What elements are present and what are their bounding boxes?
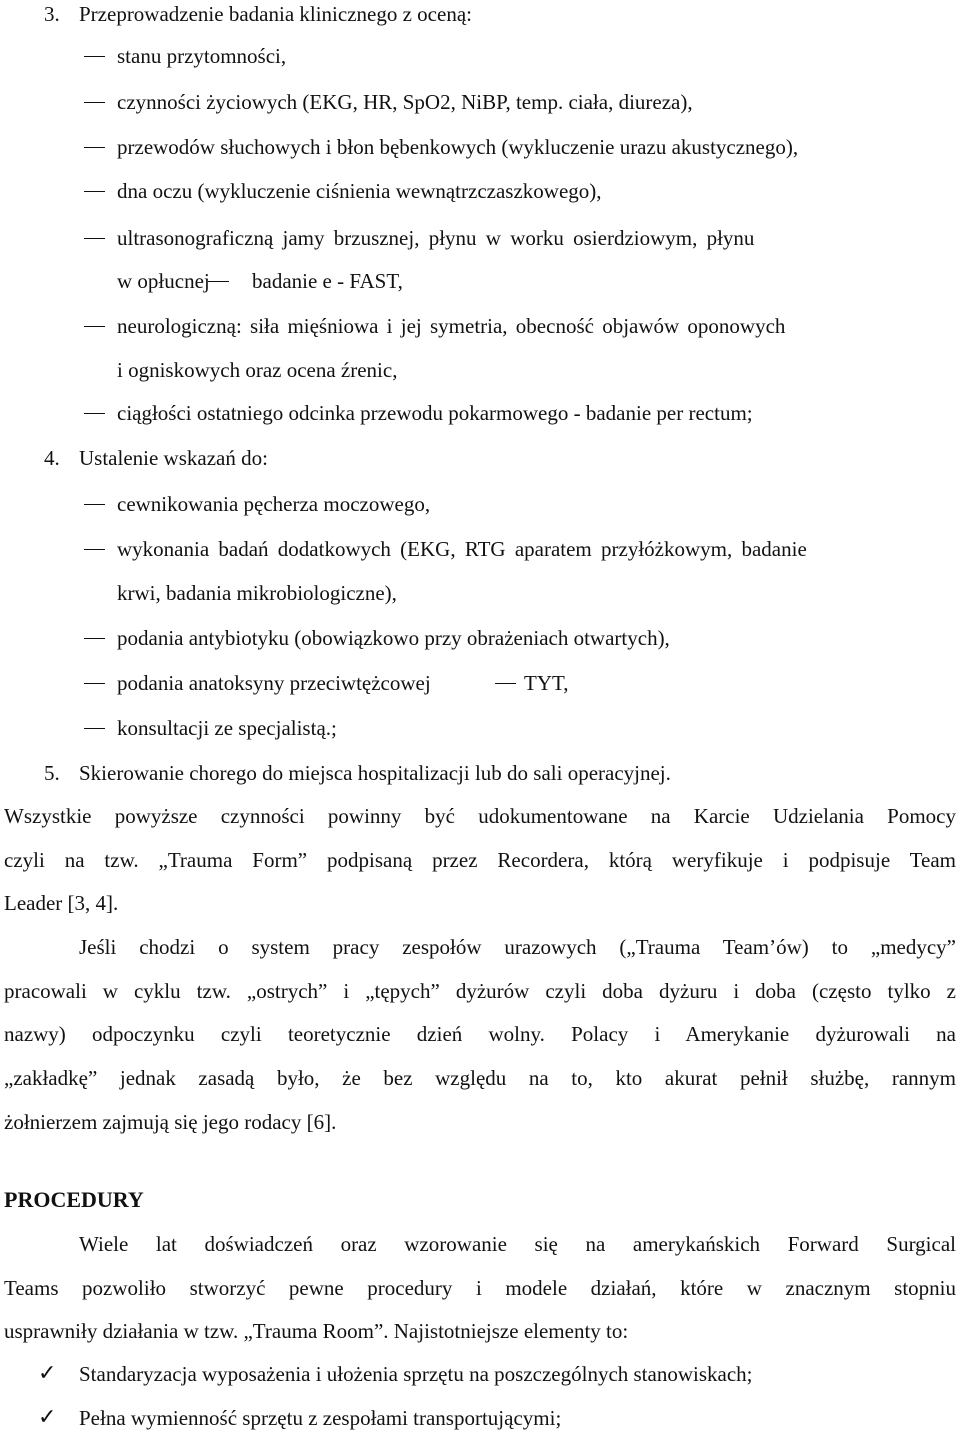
section-3-number: 3. xyxy=(44,2,60,26)
paragraph-line: „zakładkę” jednak zasadą było, że bez względu na to, kto akurat pełnił służbę, rannym xyxy=(4,1066,956,1090)
section-heading: PROCEDURY xyxy=(4,1187,144,1212)
dash-bullet xyxy=(84,504,105,505)
dash-bullet xyxy=(84,549,105,550)
paragraph-line: pracowali w cyklu tzw. „ostrych” i „tępych” dyżurów czyli doba dyżuru i doba (często tylko z xyxy=(4,979,956,1003)
list-item-text: przewodów słuchowych i błon bębenkowych (wykluczenie urazu akustycznego), xyxy=(117,135,799,159)
dash-bullet xyxy=(84,728,105,729)
dash-bullet xyxy=(84,413,105,414)
list-item-text: podania antybiotyku (obowiązkowo przy obrażeniach otwartych), xyxy=(117,626,670,650)
list-item-text: czynności życiowych (EKG, HR, SpO2, NiBP, temp. ciała, diureza), xyxy=(117,90,693,114)
dash-bullet xyxy=(84,638,105,639)
dash-separator xyxy=(208,281,229,282)
dash-bullet xyxy=(84,683,105,684)
checkmark-icon: ✓ xyxy=(38,1405,57,1430)
list-item-text: w opłucnej xyxy=(117,269,210,293)
list-item-text: neurologiczną: siła mięśniowa i jej symetria, obecność objawów oponowych xyxy=(117,314,786,338)
paragraph-line: Leader [3, 4]. xyxy=(4,891,119,915)
dash-bullet xyxy=(84,147,105,148)
dash-bullet xyxy=(84,56,105,57)
paragraph-line: Wszystkie powyższe czynności powinny być udokumentowane na Karcie Udzielania Pomocy xyxy=(4,804,956,828)
dash-bullet xyxy=(84,326,105,327)
paragraph-line: Teams pozwoliło stworzyć pewne procedury i modele działań, które w znacznym stopniu xyxy=(4,1276,956,1300)
list-item-text: badanie e - FAST, xyxy=(252,269,403,293)
dash-bullet xyxy=(84,191,105,192)
list-item-text: cewnikowania pęcherza moczowego, xyxy=(117,492,431,516)
section-4-title: Ustalenie wskazań do: xyxy=(79,446,268,470)
paragraph-line: nazwy) odpoczynku czyli teoretycznie dzień wolny. Polacy i Amerykanie dyżurowali na xyxy=(4,1022,956,1046)
list-item-text: ciągłości ostatniego odcinka przewodu pokarmowego - badanie per rectum; xyxy=(117,401,753,425)
paragraph-line: żołnierzem zajmują się jego rodacy [6]. xyxy=(4,1110,337,1134)
list-item-text: i ogniskowych oraz ocena źrenic, xyxy=(117,358,398,382)
paragraph-line: czyli na tzw. „Trauma Form” podpisaną przez Recordera, którą weryfikuje i podpisuje Team xyxy=(4,848,956,872)
list-item-text: dna oczu (wykluczenie ciśnienia wewnątrzczaszkowego), xyxy=(117,179,602,203)
paragraph-line: Wiele lat doświadczeń oraz wzorowanie się na amerykańskich Forward Surgical xyxy=(79,1232,956,1256)
paragraph-line: Jeśli chodzi o system pracy zespołów urazowych („Trauma Team’ów) to „medycy” xyxy=(79,935,956,959)
section-5-number: 5. xyxy=(44,761,60,785)
section-5-title: Skierowanie chorego do miejsca hospitalizacji lub do sali operacyjnej. xyxy=(79,761,671,785)
checkmark-icon: ✓ xyxy=(38,1361,57,1386)
list-item-text: krwi, badania mikrobiologiczne), xyxy=(117,581,397,605)
list-item-text: TYT, xyxy=(524,671,569,695)
dash-bullet xyxy=(84,238,105,239)
paragraph-line: usprawniły działania w tzw. „Trauma Room”. Najistotniejsze elementy to: xyxy=(4,1319,629,1343)
list-item-text: konsultacji ze specjalistą.; xyxy=(117,716,337,740)
list-item-text: ultrasonograficzną jamy brzusznej, płynu w worku osierdziowym, płynu xyxy=(117,226,755,250)
checklist-item-text: Standaryzacja wyposażenia i ułożenia sprzętu na poszczególnych stanowiskach; xyxy=(79,1362,753,1386)
dash-bullet xyxy=(84,102,105,103)
list-item-text: wykonania badań dodatkowych (EKG, RTG aparatem przyłóżkowym, badanie xyxy=(117,537,807,561)
list-item-text: podania anatoksyny przeciwtężcowej xyxy=(117,671,431,695)
section-3-title: Przeprowadzenie badania klinicznego z oceną: xyxy=(79,2,472,26)
list-item-text: stanu przytomności, xyxy=(117,44,287,68)
checklist-item-text: Pełna wymienność sprzętu z zespołami transportującymi; xyxy=(79,1406,562,1430)
section-4-number: 4. xyxy=(44,446,60,470)
dash-separator xyxy=(495,683,516,684)
